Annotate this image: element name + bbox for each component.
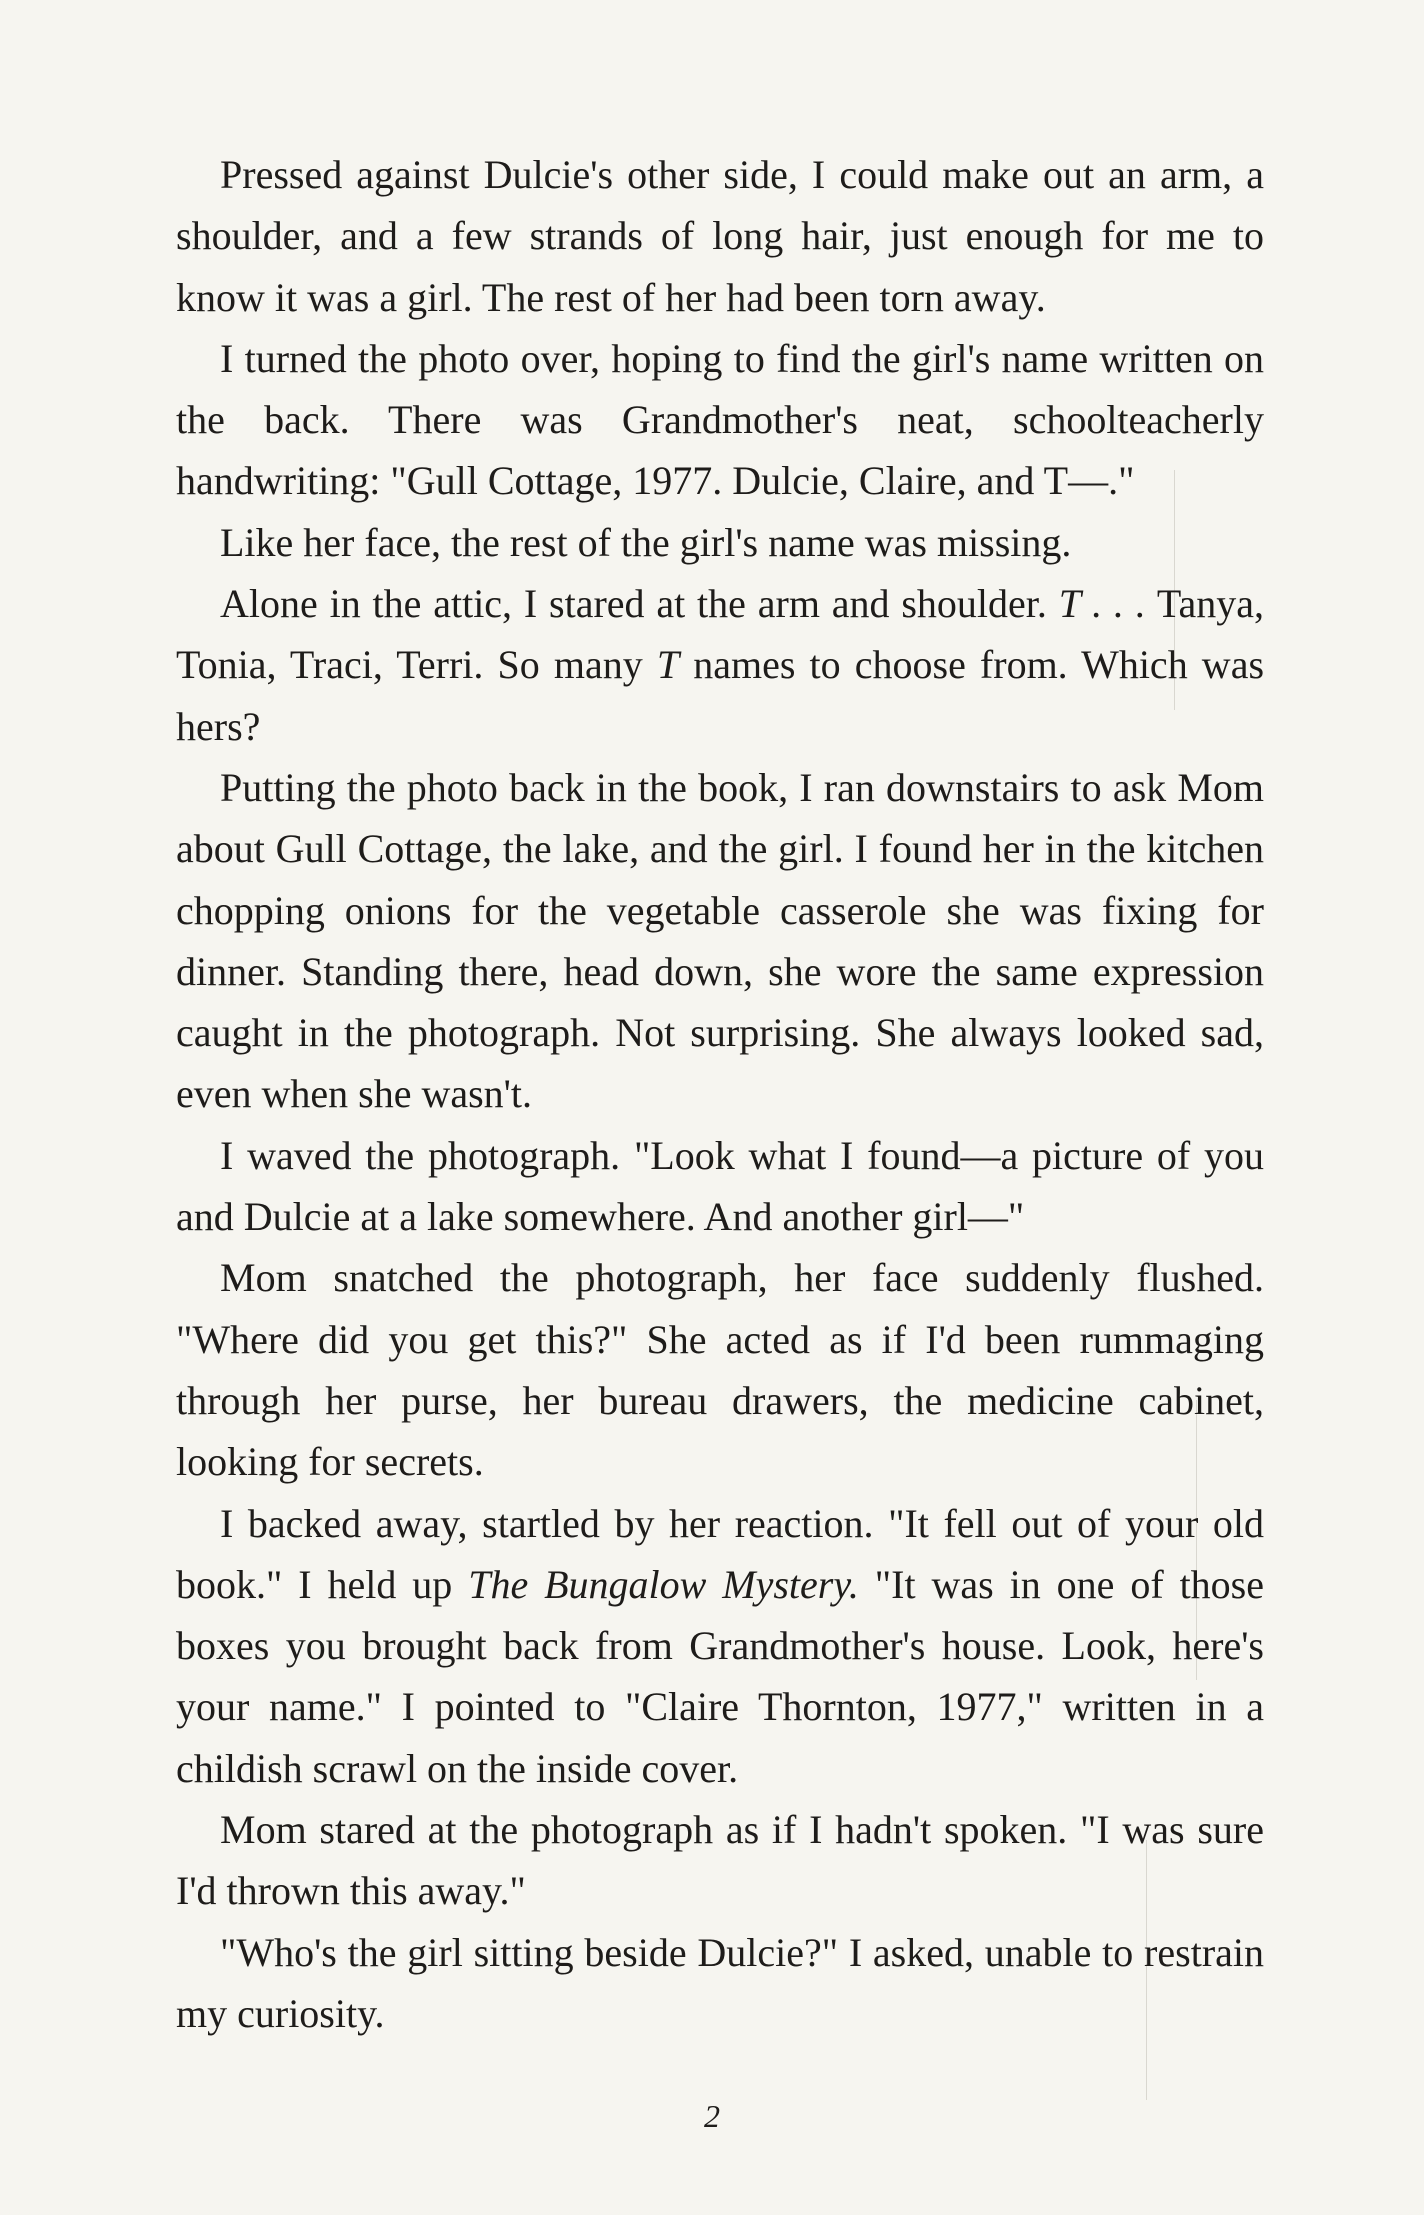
body-text bbox=[176, 144, 1264, 2044]
paragraph-text: Alone in the attic, I stared at the arm and shoulder. bbox=[220, 581, 1059, 627]
paragraph: "Who's the girl sitting beside Dulcie?" I asked, unable to restrain my curiosity. bbox=[176, 1929, 1264, 2036]
italic-text: T . . . bbox=[1058, 581, 1146, 627]
paragraph: I turned the photo over, hoping to find the girl's name written on the back. There was Grandmother's neat, schoolteacherly handwriting: "Gull Cottage, 1977. Dulcie, Claire, and T—." bbox=[176, 335, 1264, 504]
paragraph-text: I backed away, startled by her reaction. "It fell out of your old book." I held up bbox=[176, 1500, 1264, 1607]
page-number: 2 bbox=[704, 2098, 720, 2134]
paragraph: I waved the photograph. "Look what I found—a picture of you and Dulcie at a lake somewhere. And another girl—" bbox=[176, 1132, 1264, 1240]
book-title: The Bungalow Mystery. bbox=[468, 1561, 859, 1607]
italic-text: T bbox=[656, 642, 680, 688]
paragraph-text: Tanya, Tonia, Traci, Terri. So many bbox=[176, 581, 1265, 688]
paragraph-text: "It was in one of those boxes you brought back from Grandmother's house. Look, here's your name." I pointed to "Claire Thornton, 1977," written in a childish scrawl on the inside cover. bbox=[176, 1561, 1264, 1791]
paragraph: Like her face, the rest of the girl's name was missing. bbox=[220, 519, 1072, 565]
paragraph: Mom snatched the photograph, her face suddenly flushed. "Where did you get this?" She acted as if I'd been rummaging through her purse, her bureau drawers, the medicine cabinet, looking for secrets. bbox=[176, 1255, 1264, 1485]
paragraph: Mom stared at the photograph as if I hadn't spoken. "I was sure I'd thrown this away." bbox=[176, 1807, 1264, 1914]
paragraph: Putting the photo back in the book, I ran downstairs to ask Mom about Gull Cottage, the lake, and the girl. I found her in the kitchen chopping onions for the vegetable casserole she was fixing for dinner. Standing there, head down, she wore the same expression caught in the photograph. Not surprising. She always looked sad, even when she wasn't. bbox=[176, 764, 1264, 1117]
paragraph bbox=[176, 1493, 1264, 1799]
paragraph-text: names to choose from. Which was hers? bbox=[176, 642, 1265, 749]
paragraph: Pressed against Dulcie's other side, I could make out an arm, a shoulder, and a few strands of long hair, just enough for me to know it was a girl. The rest of her had been torn away. bbox=[176, 152, 1264, 320]
paragraph bbox=[176, 573, 1264, 757]
